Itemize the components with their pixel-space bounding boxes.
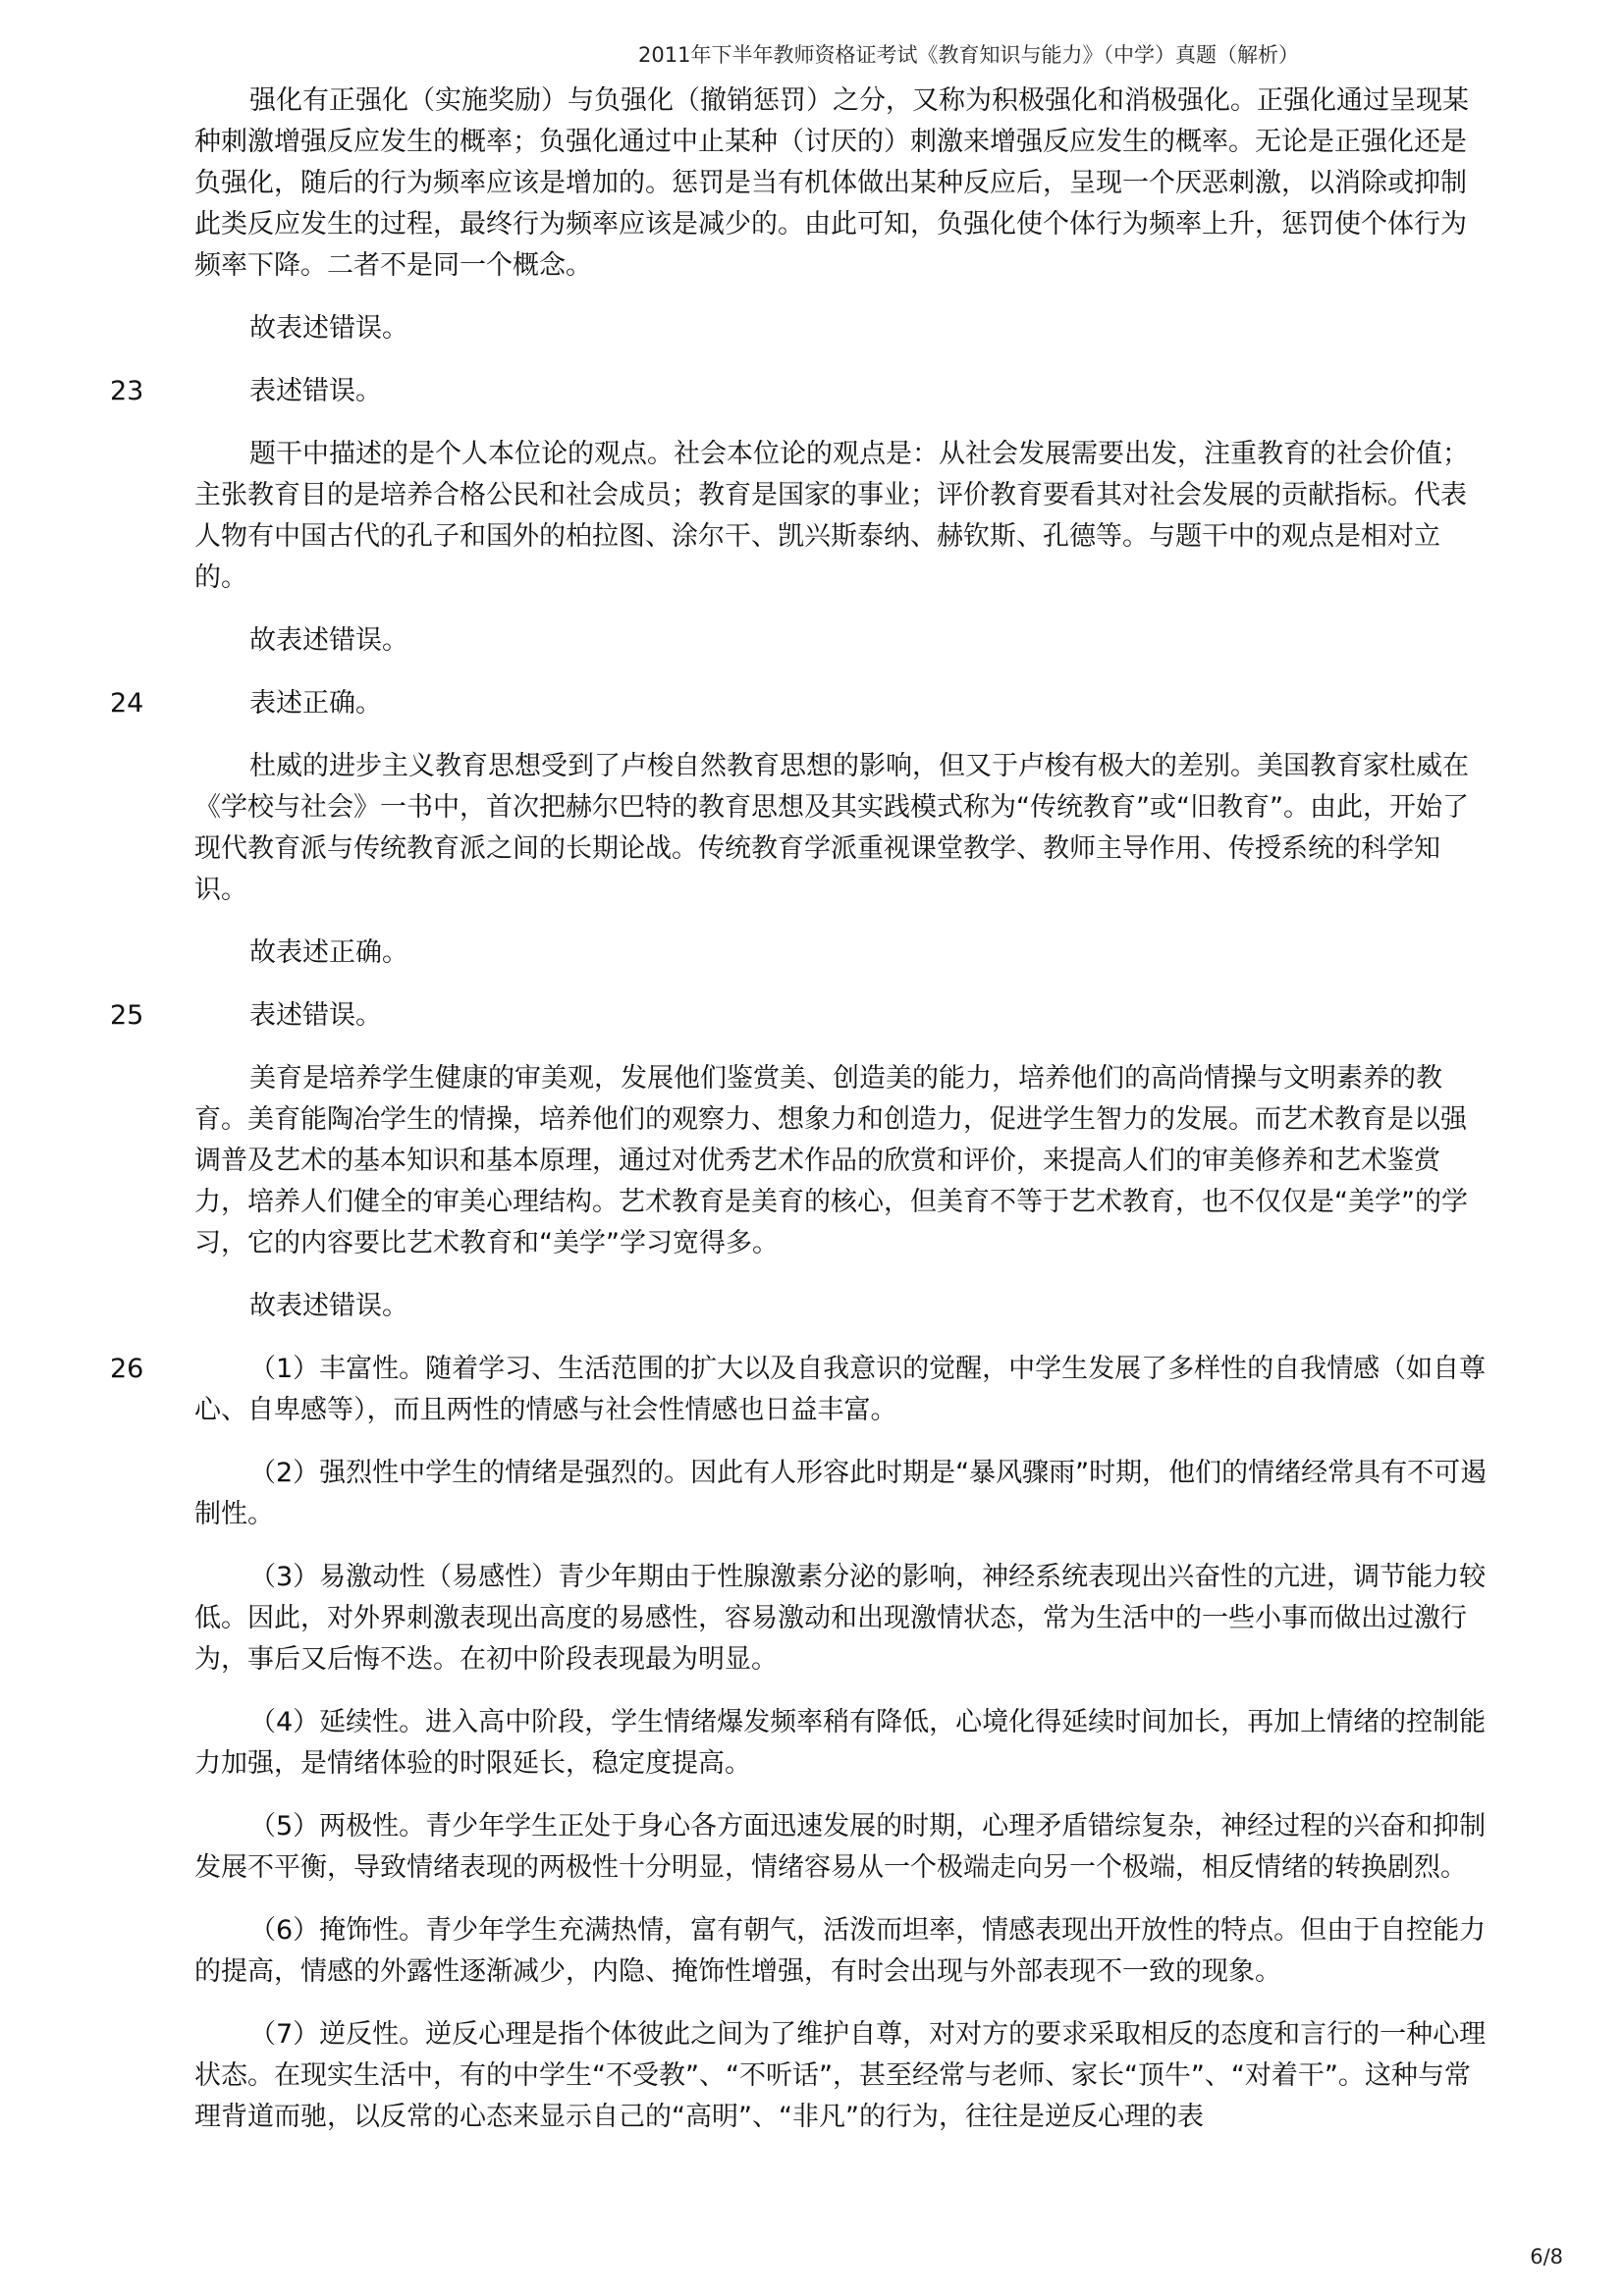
item-excitability: （3）易激动性（易感性）青少年期由于性腺激素分泌的影响，神经系统表现出兴奋性的亢进，调节能力较低。因此，对外界刺激表现出高度的易感性，容易激动和出现激情状态，常为生活中的一些小事而做出过激行为，事后又后悔不迭。在初中阶段表现最为明显。 — [194, 1562, 1487, 1675]
question-number-23: 23 — [110, 376, 144, 406]
item-concealment: （6）掩饰性。青少年学生充满热情，富有朝气，活泼而坦率，情感表现出开放性的特点。但由于自控能力的提高，情感的外露性逐渐减少，内隐、掩饰性增强，有时会出现与外部表现不一致的现象。 — [194, 1915, 1487, 1987]
paragraph-23: 题干中描述的是个人本位论的观点。社会本位论的观点是：从社会发展需要出发，注重教育的社会价值；主张教育目的是培养合格公民和社会成员；教育是国家的事业；评价教育要看其对社会发展的贡献指标。代表人物有中国古代的孔子和国外的柏拉图、涂尔干、凯兴斯泰纳、赫钦斯、孔德等。与题干中的观点是相对立的。 — [194, 439, 1469, 593]
page-body — [110, 80, 1490, 2138]
conclusion-23: 故表述错误。 — [249, 625, 408, 656]
item-richness: （1）丰富性。随着学习、生活范围的扩大以及自我意识的觉醒，中学生发展了多样性的自我情感（如自尊心、自卑感等），而且两性的情感与社会性情感也日益丰富。 — [194, 1354, 1487, 1425]
statement-24: 表述正确。 — [249, 688, 382, 719]
item-rebelliousness: （7）逆反性。逆反心理是指个体彼此之间为了维护自尊，对对方的要求采取相反的态度和言行的一种心理状态。在现实生活中，有的中学生“不受教”、“不听话”，甚至经常与老师、家长“顶牛”、“对着干”。这种与常理背道而驰，以反常的心态来显示自己的“高明”、“非凡”的行为，往往是逆反心理的表 — [194, 2019, 1487, 2132]
question-number-25: 25 — [110, 1000, 144, 1031]
paragraph-negative-reinforcement: 强化有正强化（实施奖励）与负强化（撤销惩罚）之分，又称为积极强化和消极强化。正强化通过呈现某种刺激增强反应发生的概率；负强化通过中止某种（讨厌的）刺激来增强反应发生的概率。无论是正强化还是负强化，随后的行为频率应该是增加的。惩罚是当有机体做出某种反应后，呈现一个厌恶刺激，以消除或抑制此类反应发生的过程，最终行为频率应该是减少的。由此可知，负强化使个体行为频率上升，惩罚使个体行为频率下降。二者不是同一个概念。 — [194, 85, 1469, 281]
question-number-24: 24 — [110, 688, 144, 719]
conclusion-25: 故表述错误。 — [249, 1291, 408, 1321]
item-polarity: （5）两极性。青少年学生正处于身心各方面迅速发展的时期，心理矛盾错综复杂，神经过程的兴奋和抑制发展不平衡，导致情绪表现的两极性十分明显，情绪容易从一个极端走向另一个极端，相反情绪的转换剧烈。 — [194, 1811, 1487, 1883]
paragraph-25: 美育是培养学生健康的审美观，发展他们鉴赏美、创造美的能力，培养他们的高尚情操与文明素养的教育。美育能陶冶学生的情操，培养他们的观察力、想象力和创造力，促进学生智力的发展。而艺术教育是以强调普及艺术的基本知识和基本原理，通过对优秀艺术作品的欣赏和评价，来提高人们的审美修养和艺术鉴赏力，培养人们健全的审美心理结构。艺术教育是美育的核心，但美育不等于艺术教育，也不仅仅是“美学”的学习，它的内容要比艺术教育和“美学”学习宽得多。 — [194, 1063, 1468, 1258]
question-number-26: 26 — [110, 1354, 144, 1384]
conclusion-22: 故表述错误。 — [249, 313, 408, 344]
question-25 — [110, 995, 1490, 1037]
page-header: 2011年下半年教师资格证考试《教育知识与能力》（中学）真题（解析） — [638, 43, 1299, 67]
statement-25: 表述错误。 — [249, 1000, 382, 1031]
statement-23: 表述错误。 — [249, 376, 382, 406]
conclusion-24: 故表述正确。 — [249, 937, 408, 968]
question-26 — [110, 1349, 1490, 1431]
item-intensity: （2）强烈性中学生的情绪是强烈的。因此有人形容此时期是“暴风骤雨”时期，他们的情绪经常具有不可遏制性。 — [194, 1458, 1488, 1529]
question-23 — [110, 371, 1490, 412]
page-number: 6/8 — [1530, 2245, 1563, 2269]
question-24 — [110, 683, 1490, 724]
paragraph-24: 杜威的进步主义教育思想受到了卢梭自然教育思想的影响，但又于卢梭有极大的差别。美国教育家杜威在《学校与社会》一书中，首次把赫尔巴特的教育思想及其实践模式称为“传统教育”或“旧教育”。由此，开始了现代教育派与传统教育派之间的长期论战。传统教育学派重视课堂教学、教师主导作用、传授系统的科学知识。 — [194, 751, 1469, 905]
item-continuity: （4）延续性。进入高中阶段，学生情绪爆发频率稍有降低，心境化得延续时间加长，再加上情绪的控制能力加强，是情绪体验的时限延长，稳定度提高。 — [194, 1707, 1487, 1779]
